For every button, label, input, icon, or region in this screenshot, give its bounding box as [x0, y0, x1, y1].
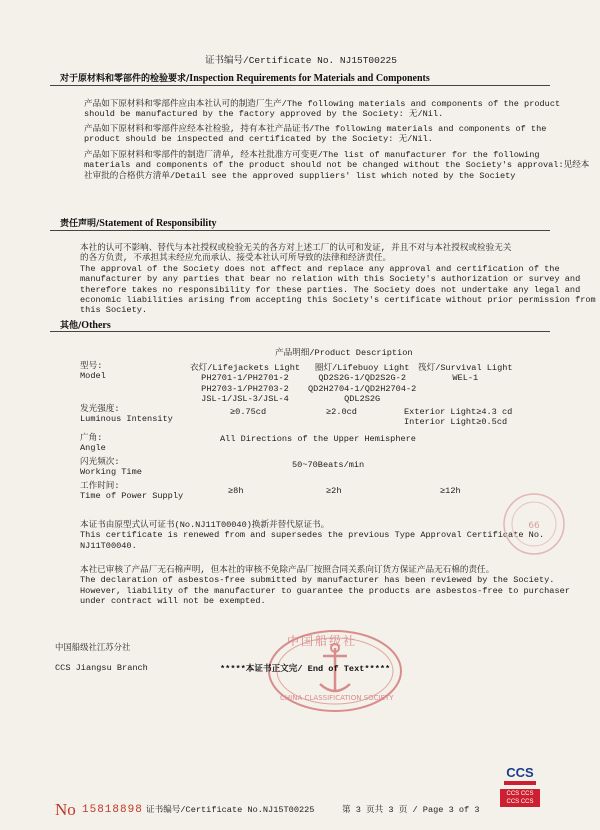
cell-line: QD2S2G-1/QD2S2G-2: [318, 373, 406, 384]
text-line: 本社已审核了产品厂无石棉声明, 但本社的审核不免除产品厂按照合同关系向订货方保证产品无石棉的责任。: [80, 565, 495, 575]
materials-para-2: [84, 124, 546, 145]
ccs-logo-stripe: CCS CCS CCS CCS: [500, 789, 540, 807]
section-title-responsibility: [60, 216, 217, 229]
certificate-number-header: 证书编号/Certificate No. NJ15T00225: [205, 55, 397, 66]
row-label-model: [80, 361, 106, 382]
section-title-materials: [60, 71, 430, 84]
text-line: The declaration of asbestos-free submitted by manufacturer has been reviewed by the Society.: [80, 575, 555, 586]
renewal-note: [80, 520, 544, 551]
label-cn: 发光强度:: [80, 404, 120, 414]
responsibility-para: [80, 243, 596, 316]
materials-para-3: [84, 150, 589, 181]
row-label-angle: [80, 433, 106, 454]
section-rule: [50, 331, 550, 332]
footer-page-number: 第 3 页共 3 页 / Page 3 of 3: [342, 805, 480, 815]
cell-line: QDL2S2G: [344, 394, 381, 405]
label-en: Model: [80, 371, 106, 382]
luminous-lifebuoy: ≥2.0cd: [326, 407, 357, 417]
cell-line: JSL-1/JSL-3/JSL-4: [201, 394, 289, 405]
ccs-logo: [500, 766, 540, 822]
power-survival: ≥12h: [440, 486, 461, 496]
materials-para-1: [84, 99, 560, 120]
cell-line: QD2H2704-1/QD2H2704-2: [308, 383, 417, 394]
cell-line: PH2703-1/PH2703-2: [201, 383, 289, 394]
label-en: Angle: [80, 443, 106, 454]
section-title-materials-en: Inspection Requirements for Materials and Components: [189, 73, 430, 84]
section-title-responsibility-en: Statement of Responsibility: [99, 218, 217, 229]
cell-line: WEL-1: [452, 373, 479, 384]
text-line: this Society.: [80, 305, 148, 316]
cell-line: PH2701-1/PH2701-2: [201, 373, 289, 384]
cell-line: 衣灯/Lifejackets Light: [190, 363, 301, 373]
text-line: NJ11T00040.: [80, 540, 137, 551]
text-line: materials and components of the product should not be changed without the Society's approval:见经本: [84, 160, 590, 171]
label-en: Luminous Intensity: [80, 414, 173, 425]
section-title-responsibility-cn: 责任声明/: [60, 219, 100, 229]
label-cn: 闪光频次:: [80, 457, 120, 467]
text-line: therefore takes no responsibility for these parties. The Society does not undertake any legal and: [80, 284, 581, 295]
text-line: The approval of the Society does not affect and replace any approval and certification of the: [80, 263, 560, 274]
text-line: economic liabilities arising from accepting this Society's certificate without prior permission from: [80, 295, 596, 306]
svg-text:66: 66: [528, 521, 540, 531]
working-time-value: 50~70Beats/min: [292, 460, 365, 470]
text-line: 产品如下原材料和零部件应经本社检验, 持有本社产品证书/The following materials and components of the: [84, 124, 547, 134]
product-description-heading: 产品明细/Product Description: [275, 348, 413, 358]
model-col-lifebuoy: [308, 363, 416, 405]
side-seal-stamp: [498, 484, 570, 564]
luminous-survival: [404, 407, 512, 428]
end-of-text: *****本证书正文完/ End of Text*****: [220, 664, 391, 674]
text-line: 的各方负责, 不承担其未经应允而承认、接受本社认可所导致的法律和经济责任。: [80, 253, 392, 264]
text-line: 社审批的合格供方清单/Detail see the approved suppliers' list which noted by the Society: [84, 170, 516, 181]
text-line: 本社的认可不影响、替代与本社授权或检验无关的各方对上述工厂的认可和发证, 并且不对与本社授权或检验无关: [80, 243, 512, 253]
row-label-power-supply: [80, 481, 183, 502]
org-name-en: CCS Jiangsu Branch: [55, 663, 148, 673]
section-title-others-cn: 其他/: [60, 321, 82, 331]
asbestos-note: [80, 565, 570, 607]
text-line: product should be inspected and certificated by the Society: 无/Nil.: [84, 134, 433, 145]
model-col-survival: [418, 363, 513, 384]
label-cn: 工作时间:: [80, 481, 120, 491]
section-title-others: [60, 318, 111, 331]
text-line: This certificate is renewed from and supersedes the previous Type Approval Certificate No.: [80, 530, 545, 541]
seal-text-top: 中国船级社: [287, 634, 358, 648]
text-line: 本证书由原型式认可证书(No.NJ11T00040)换新并替代原证书。: [80, 520, 330, 530]
cell-line: 筏灯/Survival Light: [418, 363, 513, 373]
power-lifejackets: ≥8h: [228, 486, 244, 496]
section-rule: [50, 85, 550, 86]
label-cn: 型号:: [80, 361, 103, 371]
org-name-cn: 中国船级社江苏分社: [55, 642, 131, 652]
text-line: 产品如下原材料和零部件的制造厂清单, 经本社批准方可变更/The list of manufacturer for the following: [84, 150, 540, 160]
cell-line: 圈灯/Lifebuoy Light: [314, 363, 410, 373]
power-lifebuoy: ≥2h: [326, 486, 342, 496]
row-label-working-time: [80, 457, 142, 478]
row-label-luminous: [80, 404, 173, 425]
cell-line: Interior Light≥0.5cd: [404, 417, 508, 428]
angle-value: All Directions of the Upper Hemisphere: [220, 434, 416, 444]
serial-number: 15818898: [82, 804, 143, 816]
label-en: Time of Power Supply: [80, 491, 184, 502]
seal-text-bottom: CHINA CLASSIFICATION SOCIETY: [280, 694, 394, 702]
text-line: should be manufactured by the factory approved by the Society: 无/Nil.: [84, 109, 444, 120]
footer-certificate-number: 证书编号/Certificate No.NJ15T00225: [146, 805, 315, 815]
text-line: manufacturer by any parties that bear no relation with this Society's authorization or survey and: [80, 274, 581, 285]
section-rule: [50, 230, 550, 231]
serial-prefix: No: [55, 800, 76, 819]
section-title-others-en: Others: [81, 320, 111, 331]
label-cn: 广角:: [80, 433, 103, 443]
model-col-lifejackets: [190, 363, 300, 405]
text-line: 产品如下原材料和零部件应由本社认可的制造厂生产/The following materials and components of the product: [84, 99, 561, 109]
cell-line: Exterior Light≥4.3 cd: [404, 407, 513, 417]
section-title-materials-cn: 对于原材料和零部件的检验要求/: [60, 74, 190, 84]
text-line: However, liability of the manufacturer to guarantee the products are asbestos-free to purchaser: [80, 585, 570, 596]
label-en: Working Time: [80, 467, 142, 478]
text-line: under contract will not be exempted.: [80, 596, 266, 607]
luminous-lifejackets: ≥0.75cd: [230, 407, 267, 417]
ccs-logo-text: CCS: [506, 765, 534, 780]
ccs-logo-bar: [504, 781, 536, 785]
